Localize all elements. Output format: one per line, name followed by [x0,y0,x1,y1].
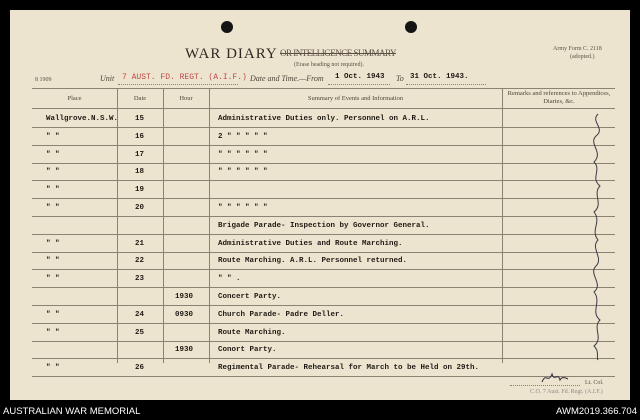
army-form-label: Army Form C. 2118 [553,46,602,52]
struck-heading: OR INTELLIGENCE SUMMARY [280,48,396,58]
entry-hour: 1930 [175,346,194,355]
entry-date: 20 [135,204,145,212]
footer-accession-number: AWM2019.366.704 [556,406,637,417]
entry-summary: Church Parade- Padre Deller. [218,310,345,319]
unit-value: 7 AUST. FD. REGT. (A.I.F.) [122,73,247,82]
date-label: Date and Time.—From [250,74,324,83]
entry-hour: 1930 [175,293,194,301]
entry-hour: 0930 [175,310,194,319]
entry-summary: 2 " " " " " [218,132,268,141]
punch-hole [405,21,417,33]
to-label: To [396,74,404,83]
entry-date: 18 [135,168,145,177]
entry-summary: " " . [218,275,241,284]
entry-date: 23 [135,275,145,284]
column-header-remarks: Remarks and references to Appendices, Diaries, &c. [507,90,611,105]
entry-date: 22 [135,257,145,266]
entry-place: " " [46,168,60,177]
entry-place: " " [46,257,60,266]
entry-place: " " [46,204,60,212]
entry-date: 21 [135,239,145,248]
entry-summary: Route Marching. [218,328,286,337]
signature-scribble [540,370,570,386]
entry-summary: Conort Party. [218,346,277,355]
date-from: 1 Oct. 1943 [335,73,385,81]
entry-summary: Brigade Parade- Inspection by Governor General. [218,221,430,230]
initials-marks [588,112,608,362]
entry-date: 17 [135,150,145,159]
adopted-label: (adopted.) [570,54,595,60]
entry-summary: " " " " " " [218,168,268,177]
entry-date: 24 [135,310,145,319]
column-header-hour: Hour [179,95,193,102]
signature-title: C.O. 7 Aust. Fd. Regt. (A.I.F.) [530,389,603,395]
entry-place: " " [46,186,60,195]
entry-place: " " [46,239,60,248]
punch-hole [221,21,233,33]
entry-date: 25 [135,328,145,337]
entry-summary: Concert Party. [218,293,282,301]
entry-date: 15 [135,115,145,123]
unit-label: Unit [100,74,115,83]
date-to: 31 Oct. 1943. [410,73,469,81]
signature-rank: Lt. Col. [585,380,604,386]
entry-summary: Administrative Duties and Route Marching. [218,239,403,248]
entry-date: 26 [135,364,145,373]
form-code: 8 1909 [35,77,52,83]
erase-note: (Erase heading not required). [294,62,364,68]
entry-summary: " " " " " " [218,150,268,159]
column-header-date: Date [133,95,147,102]
entry-summary: " " " " " " [218,204,268,212]
entry-date: 19 [135,186,145,195]
entry-summary: Regimental Parade- Rehearsal for March to be Held on 29th. [218,364,480,373]
entry-summary: Route Marching. A.R.L. Personnel returned. [218,257,408,266]
entry-date: 16 [135,132,145,141]
entry-place: " " [46,132,60,141]
entry-place: " " [46,275,60,284]
entry-place: " " [46,310,60,319]
column-header-place: Place [67,95,82,102]
diary-title: WAR DIARY [185,46,278,62]
entry-place: Wallgrove.N.S.W. [46,115,119,123]
diary-page [10,10,630,400]
column-header-summary: Summary of Events and Information [307,95,404,102]
entry-place: " " [46,150,60,159]
footer-institution: AUSTRALIAN WAR MEMORIAL [3,406,141,417]
entry-place: " " [46,364,60,373]
entry-place: " " [46,328,60,337]
entry-summary: Administrative Duties only. Personnel on A.R.L. [218,115,430,123]
